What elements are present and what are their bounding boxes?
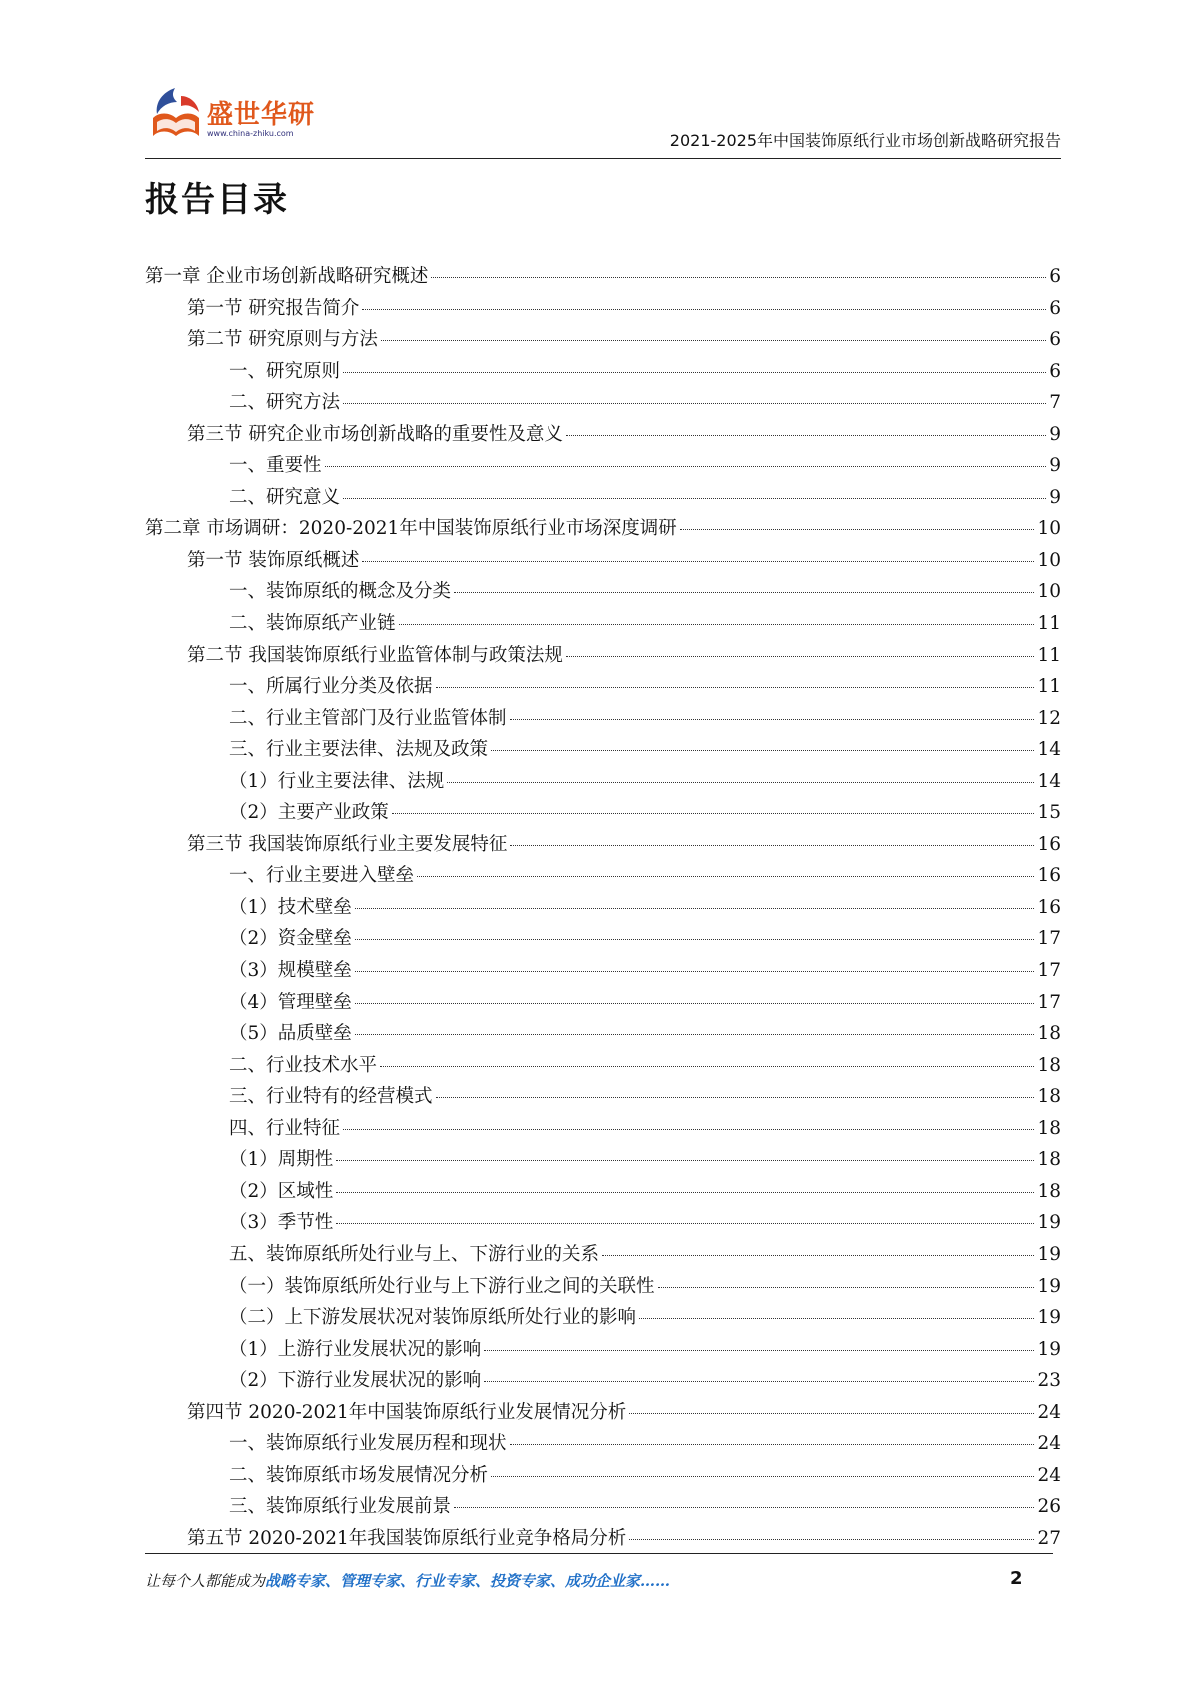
toc-dot-leader — [491, 1476, 1034, 1477]
toc-dot-leader — [436, 687, 1035, 688]
toc-dot-leader — [336, 1160, 1034, 1161]
toc-dot-leader — [629, 1539, 1034, 1540]
header-divider — [145, 158, 1061, 159]
toc-entry-page: 17 — [1037, 991, 1061, 1013]
toc-entry-page: 26 — [1037, 1496, 1061, 1518]
toc-dot-leader — [325, 466, 1047, 467]
toc-entry-page: 16 — [1037, 896, 1061, 918]
toc-entry-label: 五、装饰原纸所处行业与上、下游行业的关系 — [229, 1243, 600, 1265]
toc-entry-label: 第二章 市场调研：2020-2021年中国装饰原纸行业市场深度调研 — [145, 518, 677, 540]
footer-slogan-roles: 战略专家、管理专家、行业专家、投资专家、成功企业家…… — [265, 1572, 671, 1590]
toc-entry[interactable] — [145, 325, 1061, 357]
toc-entry-page: 19 — [1037, 1275, 1061, 1297]
toc-dot-leader — [380, 1066, 1034, 1067]
toc-entry-page: 11 — [1037, 676, 1061, 698]
toc-entry-page: 24 — [1037, 1401, 1061, 1423]
toc-dot-leader — [602, 1255, 1034, 1256]
toc-entry-page: 12 — [1037, 707, 1061, 729]
toc-dot-leader — [381, 340, 1046, 341]
toc-entry-label: 一、装饰原纸行业发展历程和现状 — [229, 1433, 507, 1455]
toc-dot-leader — [417, 876, 1034, 877]
toc-entry-label: 一、研究原则 — [229, 360, 341, 382]
toc-entry-label: 一、所属行业分类及依据 — [229, 676, 433, 698]
toc-entry-page: 14 — [1037, 739, 1061, 761]
toc-entry-page: 9 — [1049, 486, 1061, 508]
toc-entry[interactable] — [145, 609, 1061, 641]
toc-entry-label: （4）管理壁垒 — [229, 991, 352, 1013]
toc-dot-leader — [392, 813, 1035, 814]
toc-entry-label: （1）上游行业发展状况的影响 — [229, 1338, 482, 1360]
toc-entry-label: （2）主要产业政策 — [229, 802, 389, 824]
toc-dot-leader — [355, 971, 1035, 972]
toc-entry-page: 17 — [1037, 960, 1061, 982]
toc-entry[interactable] — [145, 1051, 1061, 1083]
toc-entry-page: 18 — [1037, 1054, 1061, 1076]
toc-entry-page: 6 — [1049, 266, 1061, 287]
toc-entry[interactable] — [145, 1366, 1061, 1398]
toc-entry[interactable] — [145, 861, 1061, 893]
toc-entry[interactable] — [145, 767, 1061, 799]
toc-dot-leader — [510, 719, 1035, 720]
toc-dot-leader — [336, 1192, 1034, 1193]
toc-entry-label: （3）规模壁垒 — [229, 960, 352, 982]
toc-entry[interactable] — [145, 830, 1061, 862]
toc-entry-label: 第五节 2020-2021年我国装饰原纸行业竞争格局分析 — [187, 1527, 627, 1549]
toc-entry[interactable] — [145, 1082, 1061, 1114]
toc-dot-leader — [355, 939, 1035, 940]
toc-entry-label: 二、研究意义 — [229, 486, 341, 508]
page-title: 报告目录 — [145, 180, 289, 220]
toc-entry-label: （2）资金壁垒 — [229, 928, 352, 950]
toc-entry-page: 24 — [1037, 1464, 1061, 1486]
toc-entry-label: 三、行业特有的经营模式 — [229, 1086, 433, 1108]
toc-dot-leader — [447, 782, 1034, 783]
toc-entry[interactable] — [145, 924, 1061, 956]
page-header — [145, 80, 1061, 162]
toc-entry[interactable] — [145, 546, 1061, 578]
toc-entry-page: 10 — [1037, 518, 1061, 540]
toc-entry[interactable] — [145, 1019, 1061, 1051]
toc-entry[interactable] — [145, 1114, 1061, 1146]
toc-entry[interactable] — [145, 514, 1061, 546]
toc-entry-page: 16 — [1037, 865, 1061, 887]
toc-dot-leader — [566, 656, 1035, 657]
toc-entry[interactable] — [145, 641, 1061, 673]
toc-entry-label: 二、装饰原纸市场发展情况分析 — [229, 1464, 489, 1486]
toc-entry-page: 16 — [1037, 833, 1061, 855]
toc-entry[interactable] — [145, 1145, 1061, 1177]
footer-slogan-lead: 让每个人都能成为 — [145, 1572, 266, 1590]
company-logo — [145, 84, 315, 148]
toc-dot-leader — [336, 1223, 1034, 1224]
toc-entry-label: 第二节 研究原则与方法 — [187, 329, 378, 351]
toc-entry-label: （2）区域性 — [229, 1180, 334, 1202]
toc-entry[interactable] — [145, 672, 1061, 704]
toc-dot-leader — [362, 561, 1034, 562]
toc-entry-page: 9 — [1049, 423, 1061, 445]
toc-entry-page: 11 — [1037, 644, 1061, 666]
toc-entry-page: 23 — [1037, 1370, 1061, 1392]
toc-entry-page: 18 — [1037, 1023, 1061, 1045]
toc-entry-label: 第二节 我国装饰原纸行业监管体制与政策法规 — [187, 644, 563, 666]
toc-dot-leader — [639, 1318, 1034, 1319]
toc-entry[interactable] — [145, 1398, 1061, 1430]
toc-dot-leader — [431, 277, 1046, 278]
toc-entry-page: 15 — [1037, 802, 1061, 824]
toc-dot-leader — [355, 908, 1035, 909]
toc-entry-page: 10 — [1037, 581, 1061, 603]
toc-entry-label: 第一章 企业市场创新战略研究概述 — [145, 266, 429, 287]
toc-entry[interactable] — [145, 1492, 1061, 1524]
toc-entry-page: 9 — [1049, 455, 1061, 477]
toc-entry-label: （1）技术壁垒 — [229, 896, 352, 918]
toc-entry-label: 第三节 研究企业市场创新战略的重要性及意义 — [187, 423, 563, 445]
toc-entry-label: 第一节 装饰原纸概述 — [187, 549, 360, 571]
toc-entry[interactable] — [145, 357, 1061, 389]
toc-entry[interactable] — [145, 704, 1061, 736]
toc-entry-page: 18 — [1037, 1086, 1061, 1108]
toc-entry-label: 一、重要性 — [229, 455, 322, 477]
toc-dot-leader — [454, 1507, 1034, 1508]
toc-entry-page: 18 — [1037, 1117, 1061, 1139]
toc-entry[interactable] — [145, 893, 1061, 925]
toc-entry-label: 四、行业特征 — [229, 1117, 341, 1139]
toc-entry-label: （1）周期性 — [229, 1149, 334, 1171]
toc-entry-page: 10 — [1037, 549, 1061, 571]
toc-entry[interactable] — [145, 1208, 1061, 1240]
toc-entry[interactable] — [145, 956, 1061, 988]
toc-entry[interactable] — [145, 388, 1061, 420]
toc-dot-leader — [484, 1350, 1034, 1351]
toc-entry-page: 6 — [1049, 329, 1061, 351]
toc-dot-leader — [491, 750, 1034, 751]
toc-dot-leader — [484, 1381, 1034, 1382]
toc-entry-label: （1）行业主要法律、法规 — [229, 770, 445, 792]
toc-entry-label: 三、行业主要法律、法规及政策 — [229, 739, 489, 761]
toc-entry-label: 一、行业主要进入壁垒 — [229, 865, 415, 887]
toc-entry[interactable] — [145, 1335, 1061, 1367]
page-number: 2 — [1010, 1568, 1023, 1589]
logo-url: www.china-zhiku.com — [207, 129, 294, 138]
toc-dot-leader — [343, 372, 1046, 373]
toc-entry-page: 6 — [1049, 360, 1061, 382]
toc-entry-label: 三、装饰原纸行业发展前景 — [229, 1496, 452, 1518]
toc-entry[interactable] — [145, 798, 1061, 830]
toc-entry[interactable] — [145, 1524, 1061, 1556]
toc-entry[interactable] — [145, 1240, 1061, 1272]
toc-entry[interactable] — [145, 988, 1061, 1020]
table-of-contents — [145, 262, 1061, 1555]
toc-entry[interactable] — [145, 294, 1061, 326]
toc-entry-page: 27 — [1037, 1527, 1061, 1549]
toc-dot-leader — [454, 592, 1034, 593]
footer-divider — [145, 1553, 1053, 1554]
toc-entry-page: 24 — [1037, 1433, 1061, 1455]
toc-entry-page: 19 — [1037, 1338, 1061, 1360]
toc-entry-label: 二、装饰原纸产业链 — [229, 613, 396, 635]
toc-entry-page: 18 — [1037, 1149, 1061, 1171]
toc-entry-label: 二、行业技术水平 — [229, 1054, 378, 1076]
toc-entry-label: 二、研究方法 — [229, 392, 341, 414]
toc-entry-page: 19 — [1037, 1243, 1061, 1265]
toc-entry-page: 6 — [1049, 297, 1061, 319]
logo-book-icon — [145, 84, 207, 148]
toc-dot-leader — [510, 1444, 1035, 1445]
toc-entry-page: 19 — [1037, 1307, 1061, 1329]
toc-dot-leader — [566, 435, 1046, 436]
toc-entry-label: （3）季节性 — [229, 1212, 334, 1234]
toc-dot-leader — [436, 1097, 1035, 1098]
toc-entry[interactable] — [145, 420, 1061, 452]
toc-entry-page: 7 — [1049, 392, 1061, 414]
toc-entry-page: 14 — [1037, 770, 1061, 792]
toc-entry[interactable] — [145, 483, 1061, 515]
toc-entry-label: （5）品质壁垒 — [229, 1023, 352, 1045]
toc-dot-leader — [355, 1003, 1035, 1004]
footer-slogan — [145, 1570, 670, 1591]
toc-entry-label: 第一节 研究报告简介 — [187, 297, 360, 319]
toc-entry-page: 19 — [1037, 1212, 1061, 1234]
toc-dot-leader — [658, 1287, 1035, 1288]
toc-dot-leader — [680, 529, 1035, 530]
report-title: 2021-2025年中国装饰原纸行业市场创新战略研究报告 — [669, 131, 1061, 150]
toc-entry[interactable] — [145, 1429, 1061, 1461]
toc-entry[interactable] — [145, 262, 1061, 294]
toc-entry[interactable] — [145, 1461, 1061, 1493]
toc-entry[interactable] — [145, 1177, 1061, 1209]
toc-dot-leader — [355, 1034, 1035, 1035]
toc-entry-label: 一、装饰原纸的概念及分类 — [229, 581, 452, 603]
toc-entry-label: （二）上下游发展状况对装饰原纸所处行业的影响 — [229, 1307, 637, 1329]
toc-entry[interactable] — [145, 1272, 1061, 1304]
toc-entry-label: （一）装饰原纸所处行业与上下游行业之间的关联性 — [229, 1275, 655, 1297]
toc-entry[interactable] — [145, 451, 1061, 483]
toc-entry-page: 18 — [1037, 1180, 1061, 1202]
toc-entry[interactable] — [145, 735, 1061, 767]
toc-dot-leader — [510, 845, 1034, 846]
toc-entry-page: 17 — [1037, 928, 1061, 950]
toc-entry[interactable] — [145, 577, 1061, 609]
toc-entry-page: 11 — [1037, 613, 1061, 635]
toc-dot-leader — [343, 403, 1046, 404]
toc-entry-label: 第四节 2020-2021年中国装饰原纸行业发展情况分析 — [187, 1401, 627, 1423]
toc-entry-label: 二、行业主管部门及行业监管体制 — [229, 707, 507, 729]
toc-entry-label: （2）下游行业发展状况的影响 — [229, 1370, 482, 1392]
toc-dot-leader — [362, 309, 1046, 310]
toc-dot-leader — [399, 624, 1035, 625]
toc-entry-label: 第三节 我国装饰原纸行业主要发展特征 — [187, 833, 508, 855]
logo-name: 盛世华研 — [207, 100, 316, 130]
toc-dot-leader — [343, 498, 1046, 499]
toc-dot-leader — [343, 1129, 1034, 1130]
toc-dot-leader — [629, 1413, 1034, 1414]
toc-entry[interactable] — [145, 1303, 1061, 1335]
